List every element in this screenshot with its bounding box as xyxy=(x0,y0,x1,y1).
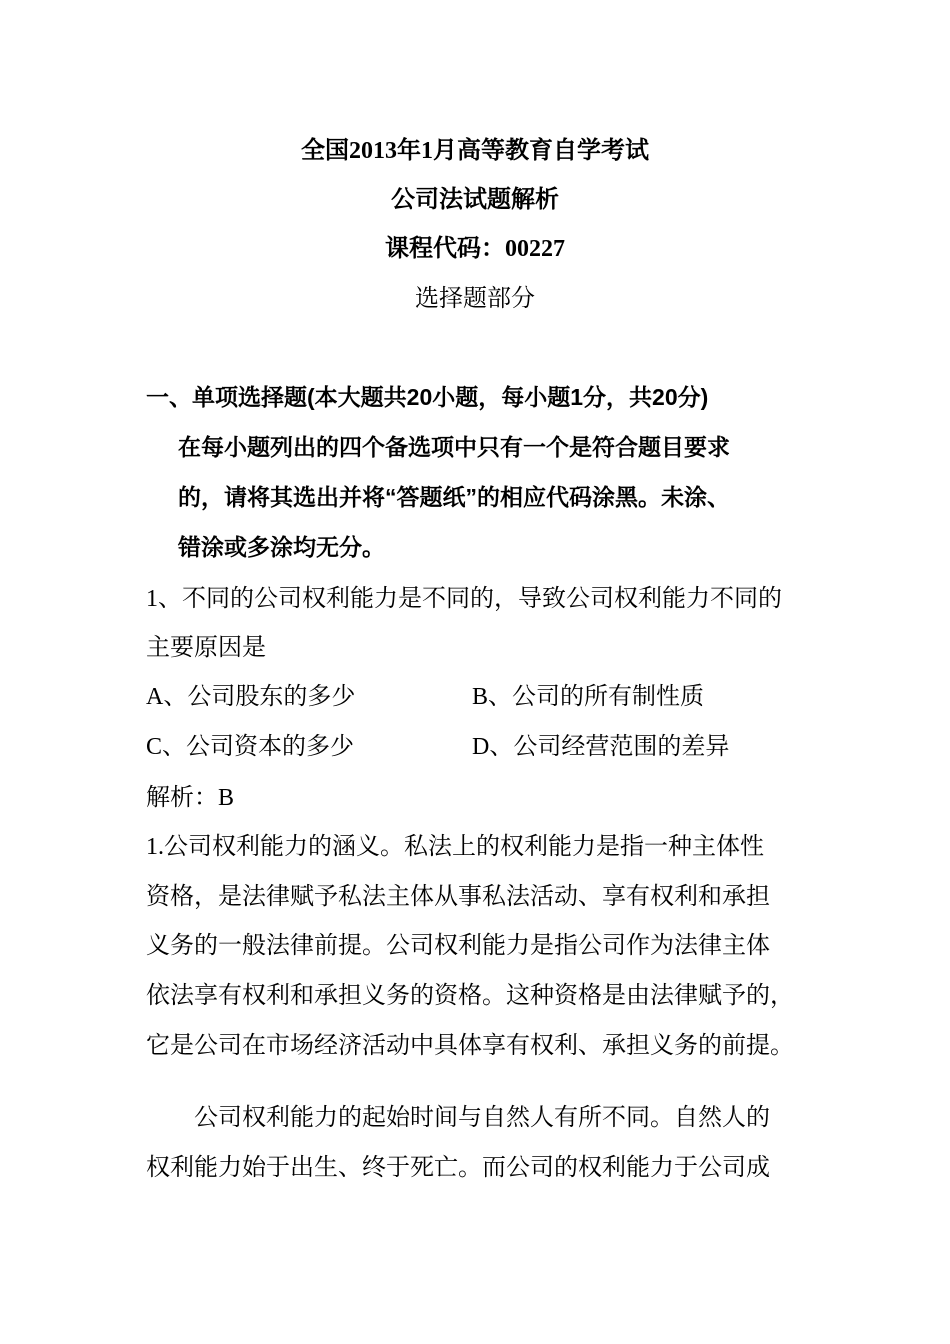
exam-title: 全国2013年1月高等教育自学考试 xyxy=(301,138,649,164)
question-stem-line: 主要原因是 xyxy=(146,635,266,661)
explanation-line: 它是公司在市场经济活动中具体享有权利、承担义务的前提。 xyxy=(146,1033,794,1059)
section-instruction-line: 在每小题列出的四个备选项中只有一个是符合题目要求 xyxy=(178,434,730,460)
explanation-line: 1.公司权利能力的涵义。私法上的权利能力是指一种主体性 xyxy=(146,834,764,860)
section-instruction-line: 的，请将其选出并将“答题纸”的相应代码涂黑。未涂、 xyxy=(178,484,730,510)
option-d: D、公司经营范围的差异 xyxy=(472,734,730,760)
explanation-line: 依法享有权利和承担义务的资格。这种资格是由法律赋予的， xyxy=(146,983,794,1009)
explanation-line: 义务的一般法律前提。公司权利能力是指公司作为法律主体 xyxy=(146,933,770,959)
section-instruction-line: 错涂或多涂均无分。 xyxy=(178,534,385,560)
question-stem-line: 1、不同的公司权利能力是不同的，导致公司权利能力不同的 xyxy=(146,586,782,612)
paragraph-line: 权利能力始于出生、终于死亡。而公司的权利能力于公司成 xyxy=(146,1155,770,1181)
paragraph-line: 公司权利能力的起始时间与自然人有所不同。自然人的 xyxy=(146,1105,770,1131)
course-code: 课程代码：00227 xyxy=(385,236,565,262)
part-title: 选择题部分 xyxy=(415,286,535,312)
option-b: B、公司的所有制性质 xyxy=(472,684,705,710)
option-a: A、公司股东的多少 xyxy=(146,684,356,710)
explanation-line: 资格，是法律赋予私法主体从事私法活动、享有权利和承担 xyxy=(146,884,770,910)
option-c: C、公司资本的多少 xyxy=(146,734,355,760)
answer-line: 解析：B xyxy=(146,785,235,811)
exam-subtitle: 公司法试题解析 xyxy=(391,187,559,213)
section-heading: 一、单项选择题(本大题共20小题，每小题1分，共20分) xyxy=(146,384,709,410)
